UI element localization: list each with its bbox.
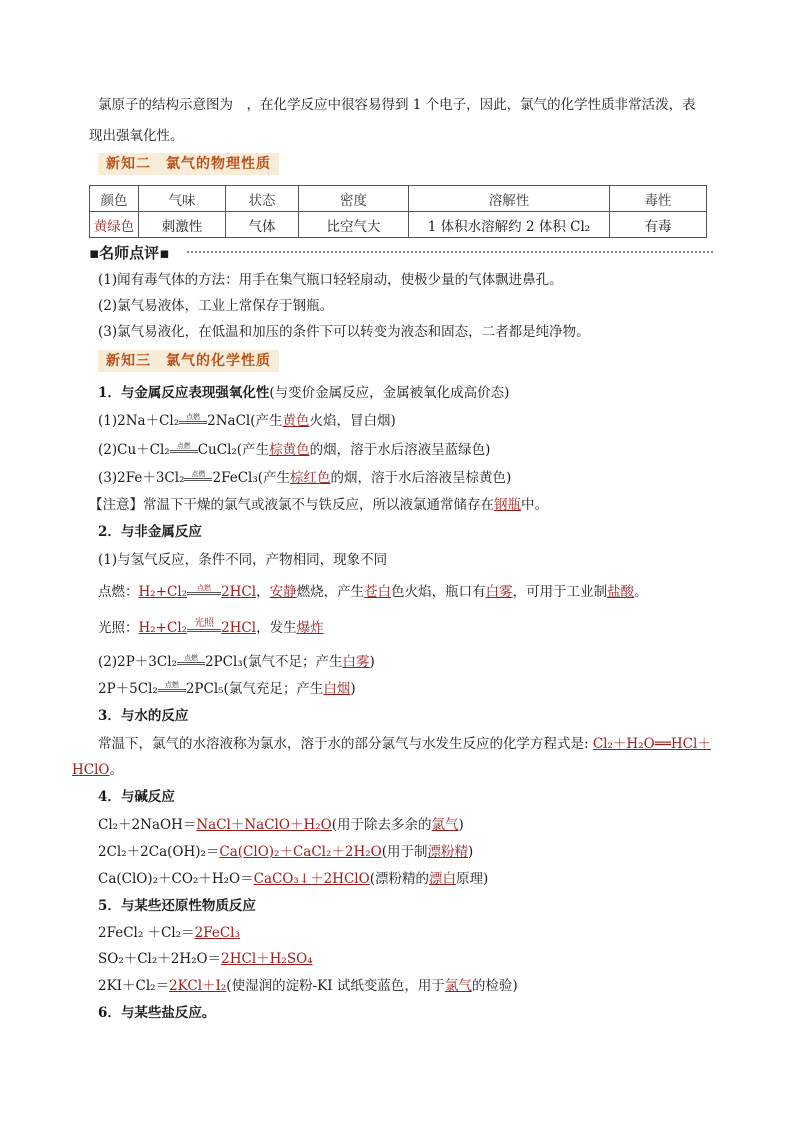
table-row (90, 212, 707, 238)
water-line-1: 常温下，氯气的水溶液称为氯水，溶于水的部分氯气与水发生反应的化学方程式是: Cl₂＋H₂O══HCl＋ (98, 736, 711, 752)
reaction-arrow: 点燃 (187, 584, 221, 595)
hydrogen-ignite-line: 点燃：H₂+Cl₂ 点燃 2HCl，安静燃烧，产生苍白色火焰，瓶口有白雾，可用于工业制盐酸。 (98, 584, 648, 600)
alkali-reaction-2: 2Cl₂＋2Ca(OH)₂＝Ca(ClO)₂＋CaCl₂＋2H₂O(用于制漂粉精) (98, 844, 474, 860)
table-cell: 黄绿色 (90, 212, 139, 238)
table-cell: 刺激性 (139, 212, 226, 238)
nonmetal-sub: (1)与氢气反应，条件不同，产物相同，现象不同 (98, 552, 388, 568)
table-header-cell: 溶解性 (409, 186, 610, 212)
reaction-arrow: 点燃 (158, 681, 186, 692)
alkali-heading: 4．与碱反应 (98, 789, 175, 805)
table-header-cell: 气味 (139, 186, 226, 212)
reducing-reaction-3: 2KI＋Cl₂＝2KCl＋I₂(使湿润的淀粉-KI 试纸变蓝色，用于氯气的检验) (98, 978, 518, 994)
dotted-divider (187, 251, 713, 253)
phosphorus-reaction-1: (2)2P＋3Cl₂ 点燃 2PCl₃(氯气不足；产生白雾) (98, 654, 375, 670)
reaction-arrow: 点燃 (177, 654, 205, 665)
table-cell: 1 体积水溶解约 2 体积 Cl₂ (409, 212, 610, 238)
metal-reaction-2: (2)Cu＋Cl₂ 点燃 CuCl₂(产生棕黄色的烟，溶于水后溶液呈蓝绿色) (98, 442, 491, 458)
salt-heading: 6．与某些盐反应。 (98, 1005, 216, 1021)
physical-properties-table (89, 185, 707, 238)
table-header-cell: 颜色 (90, 186, 139, 212)
intro-line-1: 氯原子的结构示意图为 ，在化学反应中很容易得到 1 个电子，因此，氯气的化学性质非常活泼，表 (98, 97, 696, 113)
metal-note: 【注意】常温下干燥的氯气或液氯不与铁反应，所以液氯通常储存在钢瓶中。 (89, 497, 548, 513)
metal-reaction-3: (3)2Fe＋3Cl₂ 点燃 2FeCl₃(产生棕红色的烟，溶于水后溶液呈棕黄色) (98, 470, 512, 486)
table-header-row (90, 186, 707, 212)
table-header-cell: 密度 (299, 186, 409, 212)
water-heading: 3．与水的反应 (98, 708, 189, 724)
teacher-review-title: ▪名师点评▪ (89, 244, 170, 262)
metal-heading: 1．与金属反应表现强氧化性(与变价金属反应，金属被氧化成高价态) (98, 385, 510, 401)
alkali-reaction-1: Cl₂＋2NaOH＝NaCl＋NaClO＋H₂O(用于除去多余的氯气) (98, 817, 464, 833)
table-cell: 气体 (226, 212, 299, 238)
phosphorus-reaction-2: 2P＋5Cl₂ 点燃 2PCl₅(氯气充足；产生白烟) (98, 681, 356, 697)
review-item: (3)氯气易液化，在低温和加压的条件下可以转变为液态和固态，二者都是纯净物。 (98, 324, 590, 340)
section-title-chemical: 新知三 氯气的化学性质 (98, 350, 279, 372)
reaction-arrow: 点燃 (170, 442, 198, 453)
reducing-reaction-1: 2FeCl₂ ＋Cl₂＝2FeCl₃ (98, 925, 240, 941)
table-cell: 有毒 (610, 212, 707, 238)
alkali-reaction-3: Ca(ClO)₂＋CO₂＋H₂O＝CaCO₃↓＋2HClO(漂粉精的漂白原理) (98, 871, 489, 887)
reducing-reaction-2: SO₂＋Cl₂＋2H₂O＝2HCl＋H₂SO₄ (98, 951, 313, 967)
table-header-cell: 状态 (226, 186, 299, 212)
review-item: (2)氯气易液体，工业上常保存于钢瓶。 (98, 298, 334, 314)
metal-reaction-1: (1)2Na＋Cl₂ 点燃 2NaCl(产生黄色火焰，冒白烟) (98, 413, 396, 429)
teacher-review-header (89, 242, 713, 262)
nonmetal-heading: 2．与非金属反应 (98, 524, 202, 540)
water-line-2: HClO。 (72, 762, 123, 778)
table-header-cell: 毒性 (610, 186, 707, 212)
review-item: (1)闻有毒气体的方法：用手在集气瓶口轻轻扇动，使极少量的气体飘进鼻孔。 (98, 272, 563, 288)
intro-line-2: 现出强氧化性。 (89, 128, 184, 144)
reducing-heading: 5．与某些还原性物质反应 (98, 898, 256, 914)
section-title-physical: 新知二 氯气的物理性质 (98, 153, 279, 175)
reaction-arrow: 点燃 (179, 413, 207, 424)
table-cell: 比空气大 (299, 212, 409, 238)
hydrogen-light-line: 光照：H₂+Cl₂ 光照 2HCl，发生爆炸 (98, 618, 324, 636)
reaction-arrow: 光照 (187, 618, 221, 632)
reaction-arrow: 点燃 (184, 470, 212, 481)
